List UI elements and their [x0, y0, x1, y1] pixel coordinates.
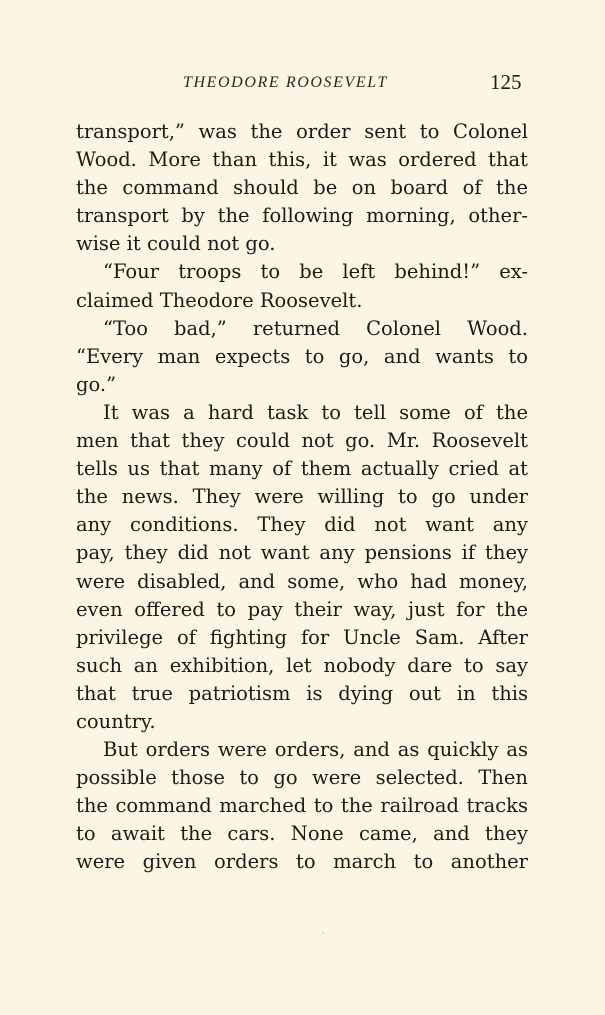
text-line: country.	[76, 709, 156, 733]
text-line: were disabled, and some, who had money,	[76, 569, 528, 593]
text-line: transport,” was the order sent to Colonel	[76, 120, 528, 143]
text-line: go.”	[76, 372, 117, 396]
text-line: “Every man expects to go, and wants to	[76, 344, 528, 368]
text-line: the news. They were willing to go under	[76, 485, 528, 509]
paper-speck	[322, 932, 324, 934]
text-line: the command marched to the railroad tracks	[76, 794, 528, 818]
text-line: that true patriotism is dying out in this	[76, 681, 528, 705]
text-line: possible those to go were selected. Then	[76, 766, 528, 790]
running-title: THEODORE ROOSEVELT	[183, 74, 388, 91]
text-line: But orders were orders, and as quickly as	[103, 738, 528, 762]
text-line: pay, they did not want any pensions if they	[76, 541, 528, 565]
text-line: even offered to pay their way, just for the	[76, 597, 528, 621]
text-line: such an exhibition, let nobody dare to say	[76, 653, 528, 677]
body-text	[76, 118, 528, 877]
text-line: were given orders to march to another	[76, 850, 528, 874]
text-line: men that they could not go. Mr. Roosevelt	[76, 429, 528, 453]
running-head	[0, 70, 605, 98]
text-line: transport by the following morning, other-	[76, 204, 528, 228]
text-line: to await the cars. None came, and they	[76, 822, 528, 846]
text-line: any conditions. They did not want any	[76, 513, 528, 537]
text-line: “Four troops to be left behind!” ex-	[103, 260, 528, 284]
text-line: privilege of fighting for Uncle Sam. After	[76, 625, 528, 649]
text-line: Wood. More than this, it was ordered that	[76, 148, 528, 172]
text-line: the command should be on board of the	[76, 176, 528, 200]
text-line: tells us that many of them actually cried at	[76, 457, 528, 481]
text-line: It was a hard task to tell some of the	[103, 400, 528, 424]
text-line: wise it could not go.	[76, 232, 276, 256]
page-number: 125	[490, 70, 522, 94]
text-line: “Too bad,” returned Colonel Wood.	[103, 316, 528, 340]
text-line: claimed Theodore Roosevelt.	[76, 288, 363, 312]
